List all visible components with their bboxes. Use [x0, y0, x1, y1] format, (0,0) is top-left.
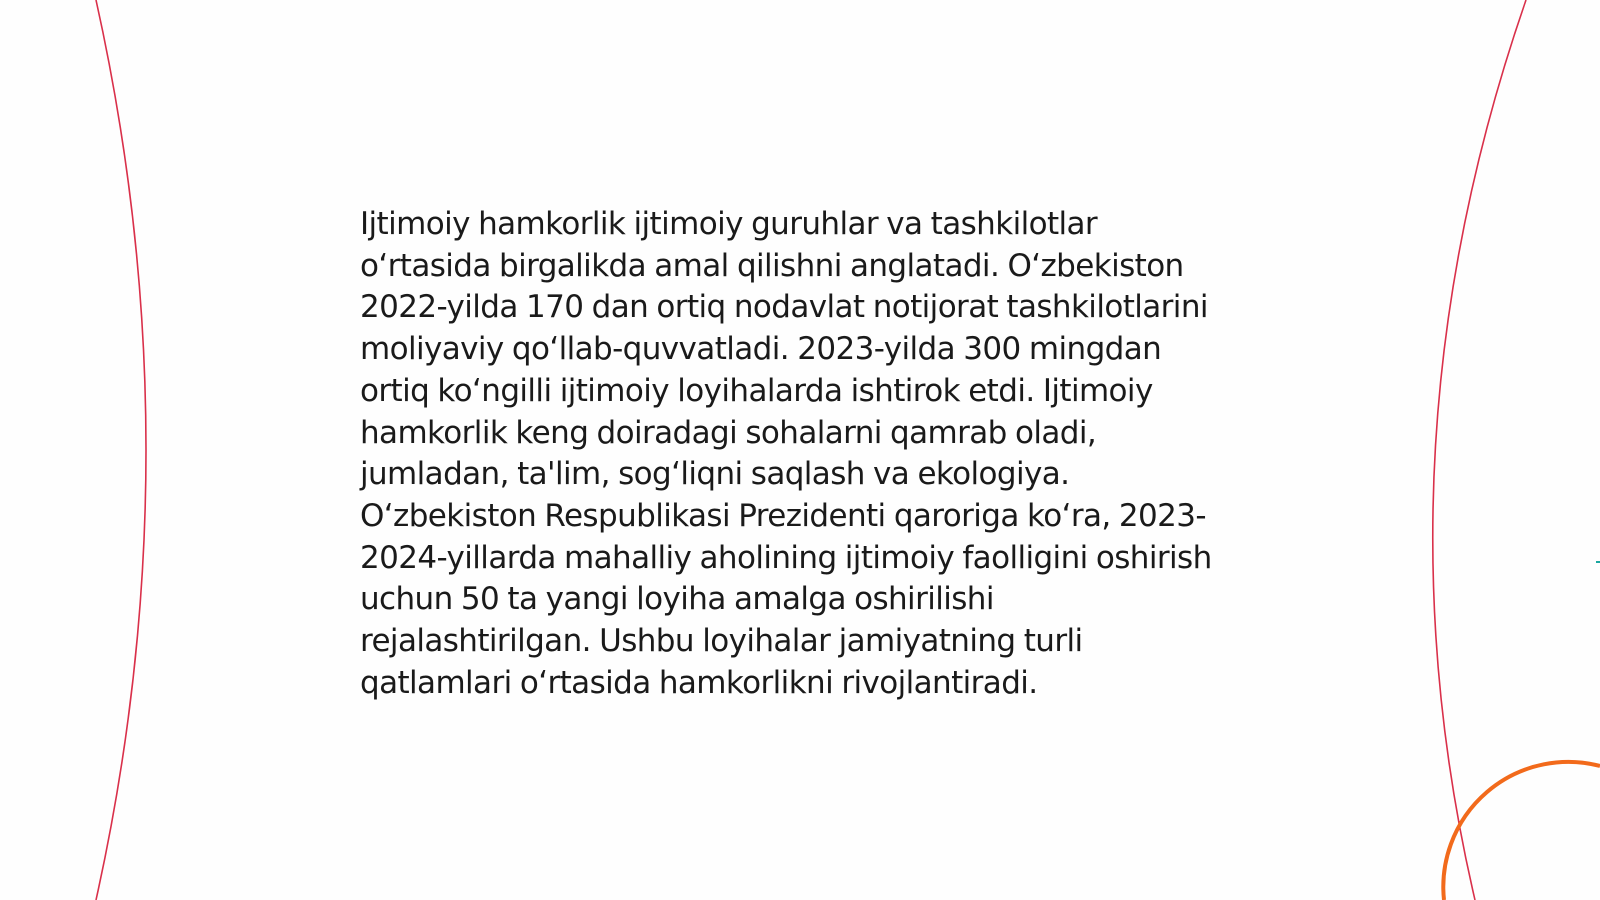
body-paragraph: Ijtimoiy hamkorlik ijtimoiy guruhlar va tashkilotlar o‘rtasida birgalikda amal qilishni anglatadi. O‘zbekiston 2022-yilda 170 dan ortiq nodavlat notijorat tashkilotlarini moliyaviy qo‘llab-quvvatladi. 2023-yilda 300 mingdan ortiq ko‘ngilli ijtimoiy loyihalarda ishtirok etdi. Ijtimoiy hamkorlik keng doiradagi sohalarni qamrab oladi, jumladan, ta'lim, sog‘liqni saqlash va ekologiya. O‘zbekiston Respublikasi Prezidenti qaroriga ko‘ra, 2023-2024-yillarda mahalliy aholining ijtimoiy faolligini oshirish uchun 50 ta yangi loyiha amalga oshirilishi rejalashtirilgan. Ushbu loyihalar jamiyatning turli qatlamlari o‘rtasida hamkorlikni rivojlantiradi. — [360, 206, 1212, 701]
left-arc — [96, 0, 146, 900]
orange-arc — [1443, 762, 1600, 900]
right-arc — [1433, 0, 1526, 900]
